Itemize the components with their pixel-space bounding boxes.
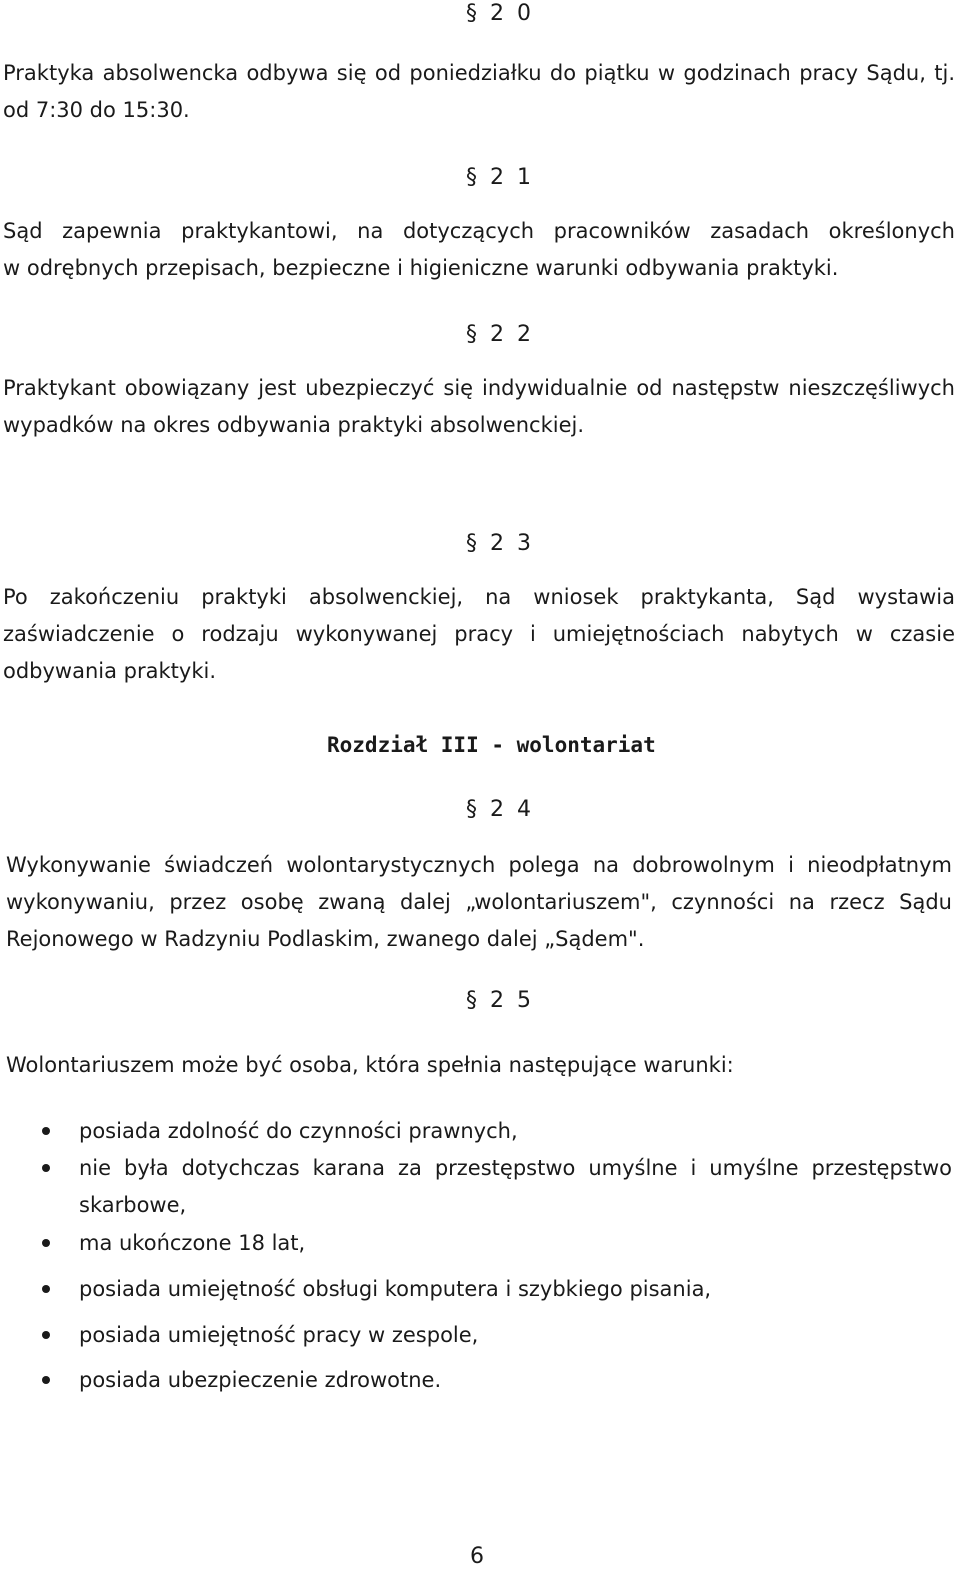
section-24-heading: § 2 4	[466, 797, 534, 822]
list-item-text: posiada umiejętność pracy w zespole,	[79, 1323, 479, 1347]
paragraph-line: w odrębnych przepisach, bezpieczne i higieniczne warunki odbywania praktyki.	[3, 256, 839, 280]
list-item-text: ma ukończone 18 lat,	[79, 1231, 306, 1255]
list-item-line: skarbowe,	[79, 1193, 187, 1217]
list-item-text: posiada umiejętność obsługi komputera i szybkiego pisania,	[79, 1277, 712, 1301]
section-24-paragraph	[6, 847, 952, 958]
paragraph-line: Rejonowego w Radzyniu Podlaskim, zwanego dalej „Sądem".	[6, 927, 645, 951]
section-21-heading: § 2 1	[466, 165, 534, 190]
paragraph-line: Po zakończeniu praktyki absolwenckiej, na wniosek praktykanta, Sąd wystawia	[3, 585, 955, 609]
section-23-paragraph	[3, 579, 955, 690]
chapter-heading: Rozdział III - wolontariat	[327, 733, 656, 757]
list-item-text	[79, 1150, 952, 1224]
list-item-text: posiada zdolność do czynności prawnych,	[79, 1119, 518, 1143]
section-20-heading: § 2 0	[466, 1, 534, 26]
paragraph-line: wypadków na okres odbywania praktyki absolwenckiej.	[3, 413, 585, 437]
section-25-intro	[6, 1047, 958, 1084]
bullet-icon	[42, 1285, 50, 1293]
bullet-icon	[42, 1331, 50, 1339]
bullet-icon	[42, 1239, 50, 1247]
section-22-paragraph	[3, 370, 955, 444]
paragraph-line: zaświadczenie o rodzaju wykonywanej pracy i umiejętnościach nabytych w czasie	[3, 622, 955, 646]
bullet-icon	[42, 1127, 50, 1135]
section-22-heading: § 2 2	[466, 322, 534, 347]
section-20-paragraph	[3, 55, 955, 129]
paragraph-line: Wolontariuszem może być osoba, która spełnia następujące warunki:	[6, 1053, 734, 1077]
list-item-line: nie była dotychczas karana za przestępstwo umyślne i umyślne przestępstwo	[79, 1156, 952, 1180]
section-21-paragraph	[3, 213, 955, 287]
paragraph-line: odbywania praktyki.	[3, 659, 216, 683]
section-23-heading: § 2 3	[466, 531, 534, 556]
bullet-icon	[42, 1164, 50, 1172]
paragraph-line: wykonywaniu, przez osobę zwaną dalej „wolontariuszem", czynności na rzecz Sądu	[6, 890, 952, 914]
paragraph-line: Wykonywanie świadczeń wolontarystycznych polega na dobrowolnym i nieodpłatnym	[6, 853, 952, 877]
paragraph-line: Sąd zapewnia praktykantowi, na dotyczących pracowników zasadach określonych	[3, 219, 955, 243]
paragraph-line: od 7:30 do 15:30.	[3, 98, 190, 122]
page-number: 6	[470, 1544, 484, 1569]
bullet-icon	[42, 1376, 50, 1384]
list-item-text: posiada ubezpieczenie zdrowotne.	[79, 1368, 442, 1392]
paragraph-line: Praktyka absolwencka odbywa się od poniedziałku do piątku w godzinach pracy Sądu, tj.	[3, 61, 955, 85]
section-25-heading: § 2 5	[466, 988, 534, 1013]
paragraph-line: Praktykant obowiązany jest ubezpieczyć się indywidualnie od następstw nieszczęśliwych	[3, 376, 955, 400]
